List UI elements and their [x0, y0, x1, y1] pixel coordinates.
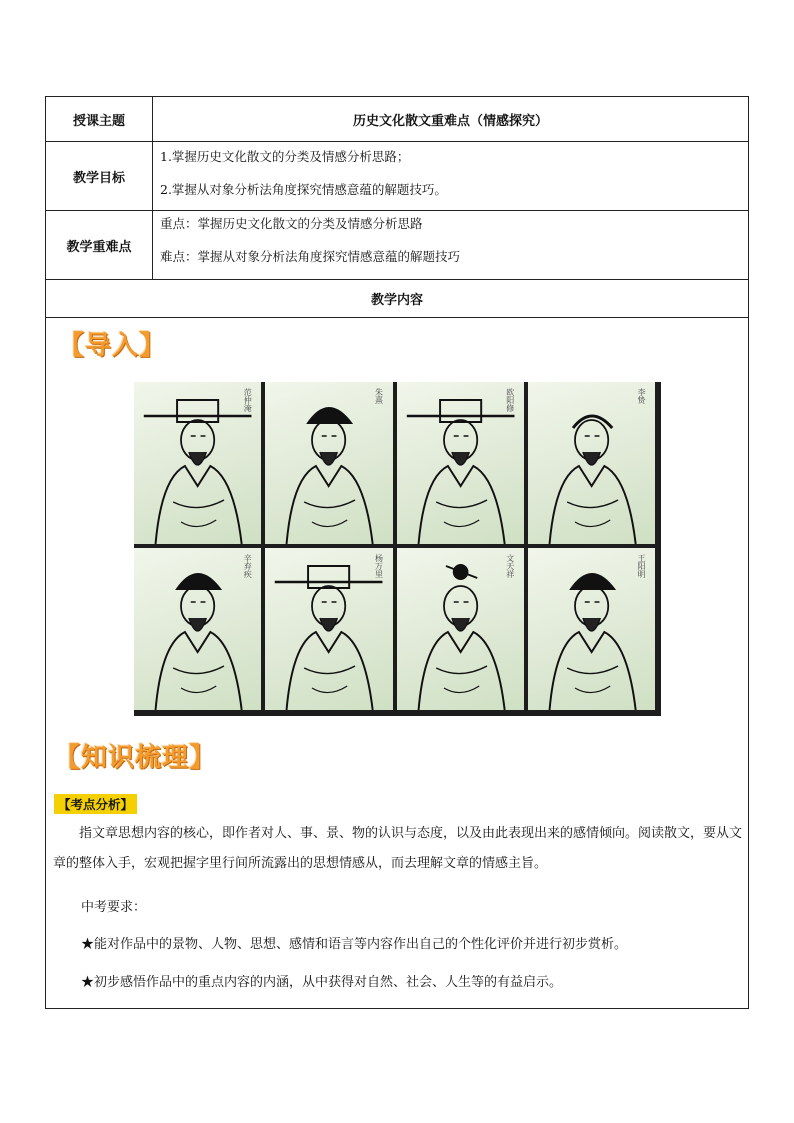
key-row	[46, 211, 748, 280]
goal-row	[46, 142, 748, 211]
analysis-paragraph: 指文章思想内容的核心，即作者对人、事、景、物的认识与态度，以及由此表现出来的感情倾向。阅读散文，要从文章的整体入手，宏观把握字里行间所流露出的思想情感从，而去理解文章的情感主旨。	[53, 826, 743, 871]
exam-point-tag: 【考点分析】	[54, 794, 137, 814]
topic-row	[46, 97, 748, 142]
portrait-caption: 范仲淹	[243, 388, 253, 412]
portrait-caption: 欧阳修	[505, 388, 515, 412]
goal-label: 教学目标	[46, 142, 153, 210]
portrait-panel	[265, 382, 392, 544]
portrait-panel	[397, 382, 524, 544]
portrait-sketch	[265, 382, 392, 544]
portrait-panel	[528, 382, 655, 544]
requirement-title: 中考要求：	[81, 900, 147, 915]
portrait-caption: 李贽	[637, 388, 646, 404]
portrait-caption: 文天祥	[505, 554, 515, 578]
goal-item: 1.掌握历史文化散文的分类及情感分析思路；	[160, 149, 410, 164]
portrait-caption: 杨万里	[374, 554, 384, 578]
key-item: 难点：掌握从对象分析法角度探究情感意蕴的解题技巧	[160, 249, 461, 264]
knowledge-banner: 【知识梳理】	[54, 743, 217, 773]
goal-values	[153, 142, 748, 210]
requirement-item: ★初步感悟作品中的重点内容的内涵，从中获得对自然、社会、人生等的有益启示。	[81, 975, 563, 990]
requirement-item: ★能对作品中的景物、人物、思想、感情和语言等内容作出自己的个性化评价并进行初步赏析。	[81, 937, 628, 952]
goal-item: 2.掌握从对象分析法角度探究情感意蕴的解题技巧。	[160, 182, 447, 197]
portrait-caption: 王阳明	[637, 554, 646, 578]
portrait-panel	[265, 548, 392, 710]
key-values	[153, 211, 748, 279]
portrait-caption: 朱熹	[374, 388, 384, 404]
key-label: 教学重难点	[46, 211, 153, 279]
content-header: 教学内容	[46, 280, 748, 318]
portrait-panel	[134, 548, 261, 710]
intro-banner: 【导入】	[58, 331, 167, 361]
topic-value: 历史文化散文重难点（情感探究）	[352, 113, 548, 129]
portrait-panel	[528, 548, 655, 710]
portrait-panel	[134, 382, 261, 544]
key-item: 重点：掌握历史文化散文的分类及情感分析思路	[160, 216, 423, 231]
topic-label: 授课主题	[46, 97, 153, 141]
portrait-sketch	[528, 382, 655, 544]
portraits-photo	[134, 382, 661, 716]
lesson-plan-table	[45, 96, 749, 1009]
portrait-caption: 辛弃疾	[243, 554, 253, 578]
portrait-panel	[397, 548, 524, 710]
